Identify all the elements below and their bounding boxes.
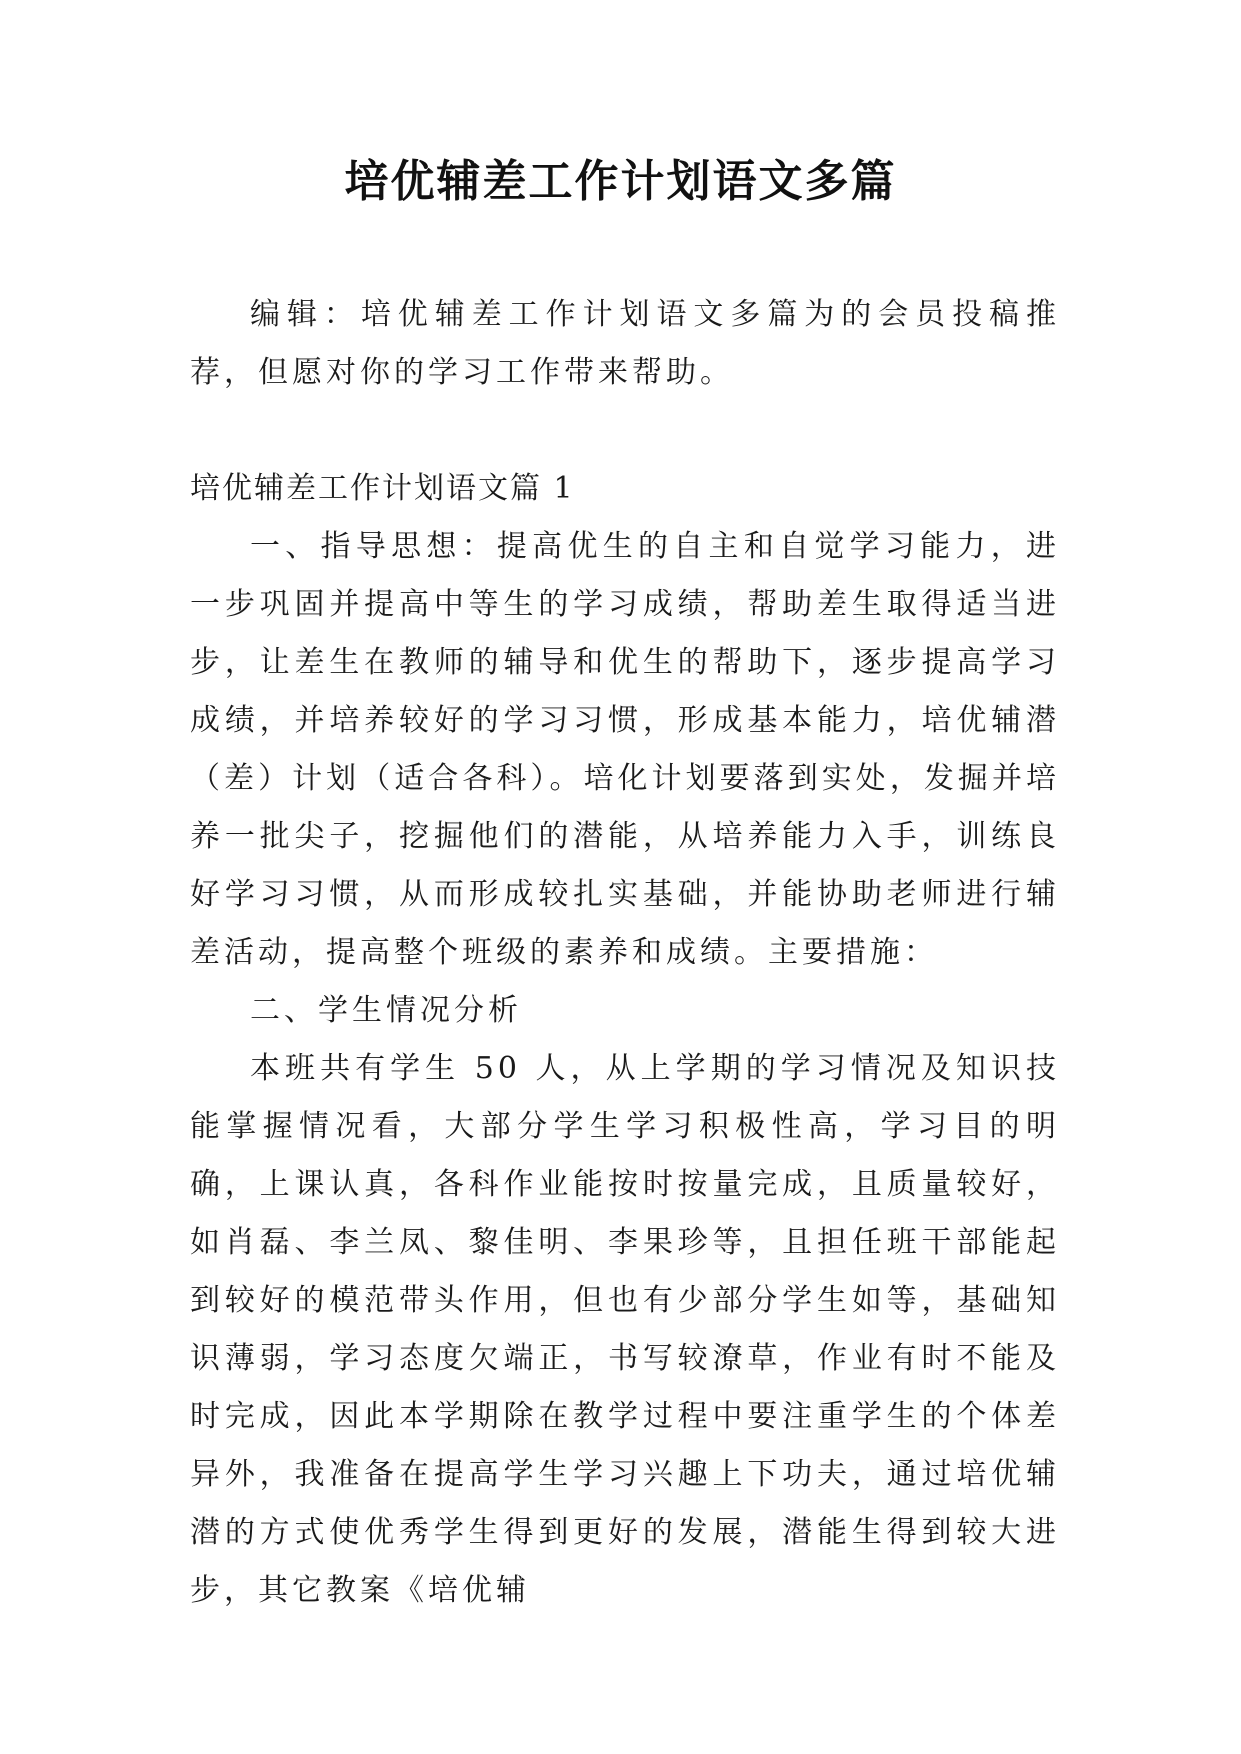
editor-note: 编辑：培优辅差工作计划语文多篇为的会员投稿推荐，但愿对你的学习工作带来帮助。 bbox=[190, 297, 1060, 390]
document-title: 培优辅差工作计划语文多篇 bbox=[344, 156, 897, 207]
paragraph-guiding-idea: 一、指导思想：提高优生的自主和自觉学习能力，进一步巩固并提高中等生的学习成绩，帮助差生取得适当进步，让差生在教师的辅导和优生的帮助下，逐步提高学习成绩，并培养较好的学习习惯，形成基本能力，培优辅潜（差）计划（适合各科）。培化计划要落到实处，发掘并培养一批尖子，挖掘他们的潜能，从培养能力入手，训练良好学习习惯，从而形成较扎实基础，并能协助老师进行辅差活动，提高整个班级的素养和成绩。主要措施： bbox=[190, 529, 1060, 970]
paragraph-analysis-heading: 二、学生情况分析 bbox=[250, 993, 522, 1028]
document-body bbox=[190, 286, 1060, 1620]
paragraph-class-situation: 本班共有学生 50 人，从上学期的学习情况及知识技能掌握情况看，大部分学生学习积极性高，学习目的明确，上课认真，各科作业能按时按量完成，且质量较好，如肖磊、李兰凤、黎佳明、李果珍等，且担任班干部能起到较好的模范带头作用，但也有少部分学生如等，基础知识薄弱，学习态度欠端正，书写较潦草，作业有时不能及时完成，因此本学期除在教学过程中要注重学生的个体差异外，我准备在提高学生学习兴趣上下功夫，通过培优辅潜的方式使优秀学生得到更好的发展，潜能生得到较大进步，其它教案《培优辅 bbox=[190, 1051, 1060, 1608]
section-title: 培优辅差工作计划语文篇 1 bbox=[190, 471, 575, 506]
